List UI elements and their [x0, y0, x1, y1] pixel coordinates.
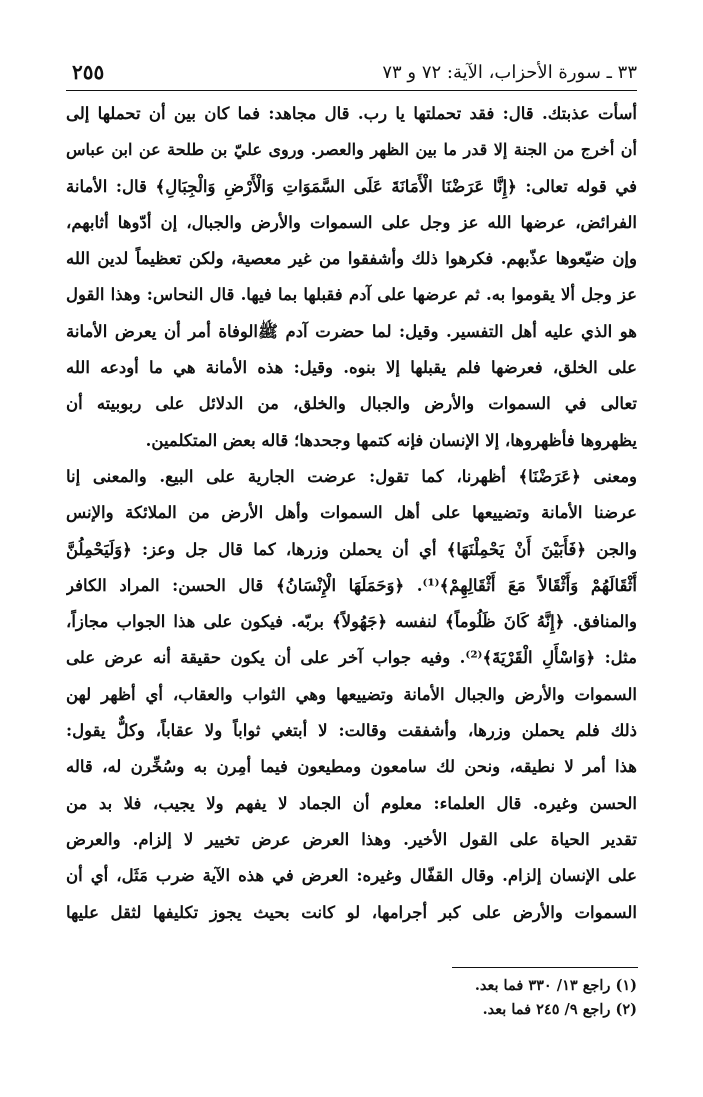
text-line: الفرائض، عرضها الله عز وجل على السموات والأرض والجبال، إن أدّوها أثابهم،	[66, 212, 637, 232]
text-line: والمنافق. ﴿إِنَّهُ كَانَ ظَلُوماً﴾ لنفسه ﴿جَهُولاً﴾ بربّه. فيكون على هذا الجواب مجازاً،	[66, 612, 637, 632]
text-line: على الخلق، فعرضها فلم يقبلها إلا بنوه. وقيل: هذه الأمانة هي ما أودعه الله	[66, 358, 637, 378]
footnote-rule	[452, 967, 638, 968]
text-line: هذا أمر لا نطيقه، ونحن لك سامعون ومطيعون فيما أمِرن به وسُخِّرن له، قاله	[66, 757, 637, 777]
text-line: في قوله تعالى: ﴿إِنَّا عَرَضْنَا الْأَمَانَةَ عَلَى السَّمَوَاتِ وَالْأَرْضِ وَالْجِبَالِ﴾ قال: الأمانة	[66, 176, 637, 196]
text-line: أَثْقَالَهُمْ وَأَثْقَالاً مَعَ أَثْقَالِهِمْ﴾⁽¹⁾. ﴿وَحَمَلَهَا الْإِنْسَانُ﴾ قال الحسن: المراد الكافر	[66, 575, 637, 595]
header-rule	[66, 90, 637, 91]
page-header	[66, 58, 637, 88]
footnote: (٢) راجع ٩/ ٢٤٥ فما بعد.	[482, 1001, 637, 1018]
text-line: عز وجل ألا يقوموا به. ثم عرضها على آدم فقبلها بما فيها. قال النحاس: وهذا القول	[66, 285, 637, 305]
text-line: ومعنى ﴿عَرَضْنَا﴾ أظهرنا، كما تقول: عرضت الجارية على البيع. والمعنى إنا	[66, 466, 637, 486]
text-line: أن أخرج من الجنة إلا قدر ما بين الظهر والعصر. وروى عليّ بن طلحة عن ابن عباس	[66, 140, 637, 160]
text-line: يظهروها فأظهروها، إلا الإنسان فإنه كتمها وجحدها؛ قاله بعض المتكلمين.	[145, 430, 637, 450]
text-line: السموات والأرض على كبر أجرامها، لو كانت بحيث يجوز تكليفها لثقل عليها	[66, 902, 637, 922]
footnote: (١) راجع ١٣/ ٣٣٠ فما بعد.	[474, 977, 637, 994]
text-line: مثل: ﴿وَاسْأَلِ الْقَرْيَةَ﴾⁽²⁾. وفيه جواب آخر على أن يكون حقيقة أنه عرض على	[66, 648, 637, 668]
text-line: والجن ﴿فَأَبَيْنَ أَنْ يَحْمِلْنَهَا﴾ أي أن يحملن وزرها، كما قال جل وعز: ﴿وَلَيَحْمِلُنَّ	[66, 539, 637, 559]
text-line: هو الذي عليه أهل التفسير. وقيل: لما حضرت آدم ﷺالوفاة أمر أن يعرض الأمانة	[66, 321, 637, 341]
text-line: على الإنسان إلزام. وقال القفّال وغيره: العرض في هذه الآية ضرب مَثَل، أي أن	[66, 866, 637, 886]
running-title: ٣٣ ـ سورة الأحزاب، الآية: ٧٢ و ٧٣	[382, 62, 637, 83]
page-number: ٢٥٥	[72, 60, 105, 84]
text-line: أسأت عذبتك. قال: فقد تحملتها يا رب. قال مجاهد: فما كان بين أن تحملها إلى	[66, 104, 637, 123]
text-line: ذلك فلم يحملن وزرها، وأشفقت وقالت: لا أبتغي ثواباً ولا عقاباً، وكلٌّ يقول:	[66, 721, 637, 741]
text-line: عرضنا الأمانة وتضييعها على أهل السموات وأهل الأرض من الملائكة والإنس	[66, 503, 637, 523]
text-line: تقدير الحياة على القول الأخير. وهذا العرض عرض تخيير لا إلزام. والعرض	[66, 829, 637, 849]
footnotes	[66, 974, 637, 1022]
text-line: وإن ضيّعوها عذّبهم. فكرهوا ذلك وأشفقوا من غير معصية، ولكن تعظيماً لدين الله	[66, 249, 637, 269]
body-text	[66, 96, 637, 931]
text-line: السموات والأرض والجبال الأمانة وتضييعها وهي الثواب والعقاب، أي أظهر لهن	[66, 684, 637, 704]
text-line: تعالى في السموات والأرض والجبال والخلق، من الدلائل على ربوبيته أن	[66, 394, 637, 414]
text-line: الحسن وغيره. قال العلماء: معلوم أن الجماد لا يفهم ولا يجيب، فلا بد من	[66, 793, 637, 813]
